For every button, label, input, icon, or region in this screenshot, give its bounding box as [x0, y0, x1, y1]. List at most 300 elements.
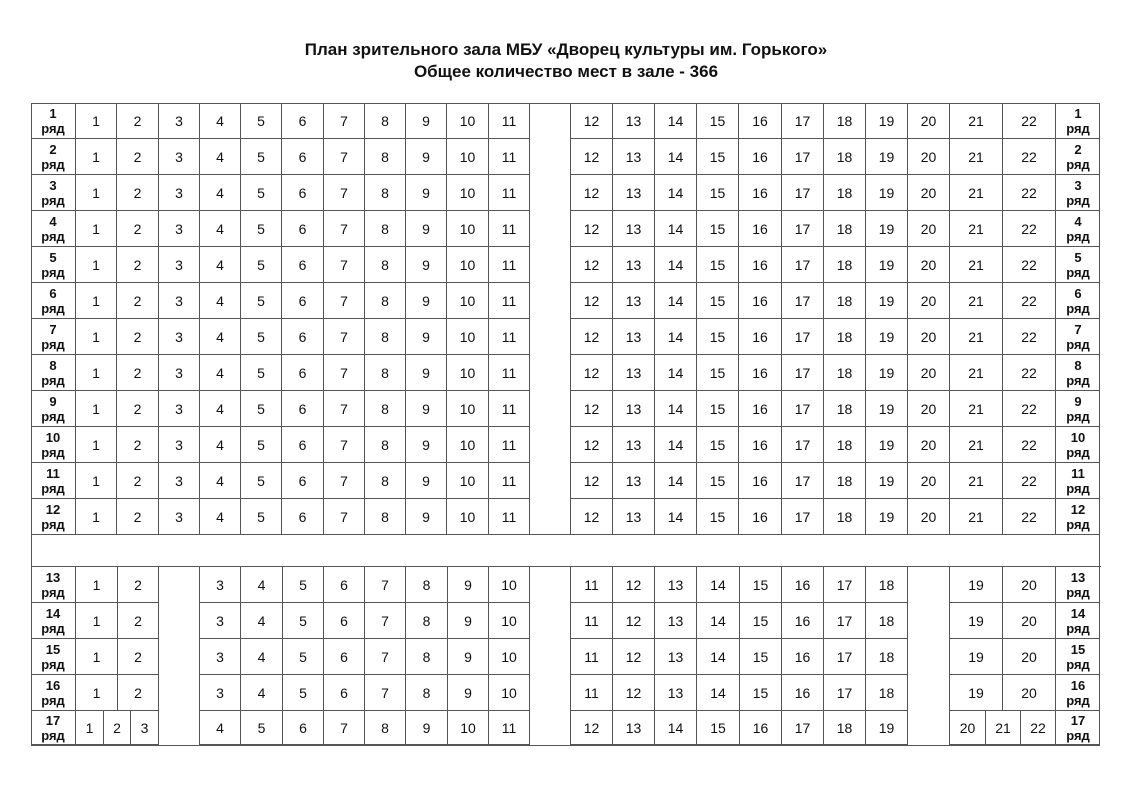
seat[interactable]: 8	[365, 283, 406, 319]
seat[interactable]: 4	[241, 675, 283, 711]
seat[interactable]: 22	[1003, 175, 1056, 211]
seat[interactable]: 12	[571, 711, 613, 745]
seat[interactable]: 14	[655, 711, 697, 745]
seat[interactable]: 19	[866, 139, 908, 175]
seat[interactable]: 8	[365, 391, 406, 427]
seat[interactable]: 20	[908, 139, 950, 175]
seat[interactable]: 2	[118, 567, 159, 603]
seat[interactable]: 8	[365, 247, 406, 283]
seat[interactable]: 15	[697, 319, 739, 355]
seat[interactable]: 14	[655, 283, 697, 319]
seat[interactable]: 10	[447, 139, 489, 175]
seat[interactable]: 11	[489, 211, 530, 247]
seat[interactable]: 13	[613, 319, 655, 355]
seat[interactable]: 14	[655, 427, 697, 463]
seat[interactable]: 15	[697, 427, 739, 463]
seat[interactable]: 17	[782, 427, 824, 463]
seat[interactable]: 6	[324, 567, 365, 603]
seat[interactable]: 5	[241, 211, 282, 247]
seat[interactable]: 3	[159, 319, 200, 355]
seat[interactable]: 21	[950, 283, 1003, 319]
seat[interactable]: 14	[655, 319, 697, 355]
seat[interactable]: 10	[447, 319, 489, 355]
seat[interactable]: 9	[406, 319, 447, 355]
seat[interactable]: 7	[324, 211, 365, 247]
seat[interactable]: 6	[282, 499, 324, 535]
seat[interactable]: 6	[282, 355, 324, 391]
seat[interactable]: 8	[406, 675, 448, 711]
seat[interactable]: 20	[1003, 675, 1056, 711]
seat[interactable]: 8	[365, 211, 406, 247]
seat[interactable]: 22	[1003, 427, 1056, 463]
seat[interactable]: 5	[283, 675, 324, 711]
seat[interactable]: 11	[489, 175, 530, 211]
seat[interactable]: 19	[866, 463, 908, 499]
seat[interactable]: 13	[613, 283, 655, 319]
seat[interactable]: 1	[76, 175, 117, 211]
seat[interactable]: 12	[571, 247, 613, 283]
seat[interactable]: 5	[241, 499, 282, 535]
seat[interactable]: 21	[950, 247, 1003, 283]
seat[interactable]: 13	[655, 603, 697, 639]
seat[interactable]: 4	[200, 391, 241, 427]
seat[interactable]: 1	[76, 211, 117, 247]
seat[interactable]: 22	[1003, 103, 1056, 139]
seat[interactable]: 7	[324, 355, 365, 391]
seat[interactable]: 12	[613, 675, 655, 711]
seat[interactable]: 14	[655, 391, 697, 427]
seat[interactable]: 5	[241, 247, 282, 283]
seat[interactable]: 6	[282, 427, 324, 463]
seat[interactable]: 8	[365, 499, 406, 535]
seat[interactable]: 9	[406, 463, 447, 499]
seat[interactable]: 13	[655, 675, 697, 711]
seat[interactable]: 7	[324, 319, 365, 355]
seat[interactable]: 7	[324, 139, 365, 175]
seat[interactable]: 22	[1003, 319, 1056, 355]
seat[interactable]: 19	[950, 675, 1003, 711]
seat[interactable]: 11	[489, 499, 530, 535]
seat[interactable]: 4	[200, 175, 241, 211]
seat[interactable]: 1	[76, 103, 117, 139]
seat[interactable]: 16	[739, 211, 782, 247]
seat[interactable]: 22	[1003, 247, 1056, 283]
seat[interactable]: 18	[824, 247, 866, 283]
seat[interactable]: 9	[406, 499, 447, 535]
seat[interactable]: 12	[571, 391, 613, 427]
seat[interactable]: 17	[782, 391, 824, 427]
seat[interactable]: 17	[782, 355, 824, 391]
seat[interactable]: 1	[76, 499, 117, 535]
seat[interactable]: 1	[76, 427, 117, 463]
seat[interactable]: 9	[406, 247, 447, 283]
seat[interactable]: 22	[1021, 711, 1056, 745]
seat[interactable]: 13	[613, 463, 655, 499]
seat[interactable]: 20	[908, 319, 950, 355]
seat[interactable]: 17	[824, 603, 866, 639]
seat[interactable]: 1	[76, 139, 117, 175]
seat[interactable]: 4	[200, 211, 241, 247]
seat[interactable]: 20	[908, 211, 950, 247]
seat[interactable]: 14	[697, 675, 740, 711]
seat[interactable]: 3	[159, 499, 200, 535]
seat[interactable]: 19	[950, 603, 1003, 639]
seat[interactable]: 11	[489, 319, 530, 355]
seat[interactable]: 6	[282, 463, 324, 499]
seat[interactable]: 4	[200, 139, 241, 175]
seat[interactable]: 4	[200, 103, 241, 139]
seat[interactable]: 19	[866, 499, 908, 535]
seat[interactable]: 6	[282, 103, 324, 139]
seat[interactable]: 18	[866, 603, 908, 639]
seat[interactable]: 12	[571, 463, 613, 499]
seat[interactable]: 14	[697, 639, 740, 675]
seat[interactable]: 14	[655, 247, 697, 283]
seat[interactable]: 16	[739, 175, 782, 211]
seat[interactable]: 14	[655, 103, 697, 139]
seat[interactable]: 16	[739, 355, 782, 391]
seat[interactable]: 9	[406, 139, 447, 175]
seat[interactable]: 3	[159, 391, 200, 427]
seat[interactable]: 1	[76, 247, 117, 283]
seat[interactable]: 18	[824, 391, 866, 427]
seat[interactable]: 1	[76, 463, 117, 499]
seat[interactable]: 4	[200, 247, 241, 283]
seat[interactable]: 13	[655, 567, 697, 603]
seat[interactable]: 5	[241, 463, 282, 499]
seat[interactable]: 5	[283, 603, 324, 639]
seat[interactable]: 15	[697, 499, 739, 535]
seat[interactable]: 16	[739, 103, 782, 139]
seat[interactable]: 6	[324, 675, 365, 711]
seat[interactable]: 16	[739, 247, 782, 283]
seat[interactable]: 11	[571, 639, 613, 675]
seat[interactable]: 6	[282, 211, 324, 247]
seat[interactable]: 10	[489, 567, 530, 603]
seat[interactable]: 17	[782, 211, 824, 247]
seat[interactable]: 12	[613, 639, 655, 675]
seat[interactable]: 21	[950, 139, 1003, 175]
seat[interactable]: 15	[740, 675, 782, 711]
seat[interactable]: 3	[200, 603, 241, 639]
seat[interactable]: 18	[824, 283, 866, 319]
seat[interactable]: 22	[1003, 139, 1056, 175]
seat[interactable]: 2	[118, 603, 159, 639]
seat[interactable]: 15	[697, 211, 739, 247]
seat[interactable]: 16	[739, 139, 782, 175]
seat[interactable]: 19	[950, 639, 1003, 675]
seat[interactable]: 15	[697, 711, 740, 745]
seat[interactable]: 5	[283, 639, 324, 675]
seat[interactable]: 4	[241, 639, 283, 675]
seat[interactable]: 4	[241, 567, 283, 603]
seat[interactable]: 11	[489, 355, 530, 391]
seat[interactable]: 3	[159, 427, 200, 463]
seat[interactable]: 9	[406, 211, 447, 247]
seat[interactable]: 14	[655, 139, 697, 175]
seat[interactable]: 10	[489, 675, 530, 711]
seat[interactable]: 10	[447, 463, 489, 499]
seat[interactable]: 14	[697, 603, 740, 639]
seat[interactable]: 13	[613, 391, 655, 427]
seat[interactable]: 14	[697, 567, 740, 603]
seat[interactable]: 21	[950, 391, 1003, 427]
seat[interactable]: 19	[866, 427, 908, 463]
seat[interactable]: 2	[117, 247, 159, 283]
seat[interactable]: 18	[866, 639, 908, 675]
seat[interactable]: 18	[824, 463, 866, 499]
seat[interactable]: 5	[241, 283, 282, 319]
seat[interactable]: 3	[159, 175, 200, 211]
seat[interactable]: 15	[740, 639, 782, 675]
seat[interactable]: 18	[824, 103, 866, 139]
seat[interactable]: 2	[117, 211, 159, 247]
seat[interactable]: 17	[782, 247, 824, 283]
seat[interactable]: 22	[1003, 355, 1056, 391]
seat[interactable]: 18	[824, 175, 866, 211]
seat[interactable]: 15	[740, 603, 782, 639]
seat[interactable]: 8	[406, 639, 448, 675]
seat[interactable]: 9	[406, 175, 447, 211]
seat[interactable]: 13	[613, 711, 655, 745]
seat[interactable]: 14	[655, 211, 697, 247]
seat[interactable]: 14	[655, 499, 697, 535]
seat[interactable]: 15	[697, 175, 739, 211]
seat[interactable]: 3	[159, 355, 200, 391]
seat[interactable]: 18	[824, 355, 866, 391]
seat[interactable]: 10	[447, 103, 489, 139]
seat[interactable]: 20	[1003, 567, 1056, 603]
seat[interactable]: 10	[447, 427, 489, 463]
seat[interactable]: 21	[950, 463, 1003, 499]
seat[interactable]: 7	[324, 463, 365, 499]
seat[interactable]: 5	[241, 103, 282, 139]
seat[interactable]: 10	[447, 247, 489, 283]
seat[interactable]: 16	[739, 319, 782, 355]
seat[interactable]: 11	[489, 427, 530, 463]
seat[interactable]: 21	[950, 499, 1003, 535]
seat[interactable]: 13	[655, 639, 697, 675]
seat[interactable]: 9	[406, 355, 447, 391]
seat[interactable]: 3	[159, 463, 200, 499]
seat[interactable]: 10	[447, 499, 489, 535]
seat[interactable]: 6	[324, 639, 365, 675]
seat[interactable]: 12	[571, 499, 613, 535]
seat[interactable]: 4	[241, 603, 283, 639]
seat[interactable]: 11	[489, 463, 530, 499]
seat[interactable]: 11	[489, 283, 530, 319]
seat[interactable]: 10	[447, 175, 489, 211]
seat[interactable]: 3	[159, 247, 200, 283]
seat[interactable]: 9	[406, 427, 447, 463]
seat[interactable]: 19	[866, 391, 908, 427]
seat[interactable]: 2	[117, 283, 159, 319]
seat[interactable]: 15	[697, 355, 739, 391]
seat[interactable]: 20	[908, 427, 950, 463]
seat[interactable]: 20	[908, 247, 950, 283]
seat[interactable]: 11	[489, 711, 530, 745]
seat[interactable]: 12	[613, 567, 655, 603]
seat[interactable]: 1	[76, 675, 118, 711]
seat[interactable]: 19	[866, 211, 908, 247]
seat[interactable]: 4	[200, 319, 241, 355]
seat[interactable]: 1	[76, 355, 117, 391]
seat[interactable]: 6	[282, 283, 324, 319]
seat[interactable]: 6	[282, 175, 324, 211]
seat[interactable]: 13	[613, 139, 655, 175]
seat[interactable]: 20	[950, 711, 986, 745]
seat[interactable]: 1	[76, 283, 117, 319]
seat[interactable]: 8	[365, 175, 406, 211]
seat[interactable]: 9	[448, 675, 489, 711]
seat[interactable]: 5	[241, 355, 282, 391]
seat[interactable]: 6	[283, 711, 324, 745]
seat[interactable]: 17	[782, 463, 824, 499]
seat[interactable]: 11	[571, 567, 613, 603]
seat[interactable]: 22	[1003, 211, 1056, 247]
seat[interactable]: 13	[613, 103, 655, 139]
seat[interactable]: 4	[200, 463, 241, 499]
seat[interactable]: 2	[117, 319, 159, 355]
seat[interactable]: 2	[118, 675, 159, 711]
seat[interactable]: 17	[782, 319, 824, 355]
seat[interactable]: 19	[866, 319, 908, 355]
seat[interactable]: 19	[866, 175, 908, 211]
seat[interactable]: 12	[571, 211, 613, 247]
seat[interactable]: 12	[571, 175, 613, 211]
seat[interactable]: 10	[447, 211, 489, 247]
seat[interactable]: 10	[448, 711, 489, 745]
seat[interactable]: 20	[908, 283, 950, 319]
seat[interactable]: 3	[159, 283, 200, 319]
seat[interactable]: 8	[406, 567, 448, 603]
seat[interactable]: 14	[655, 175, 697, 211]
seat[interactable]: 7	[365, 639, 406, 675]
seat[interactable]: 8	[365, 139, 406, 175]
seat[interactable]: 17	[782, 711, 824, 745]
seat[interactable]: 13	[613, 247, 655, 283]
seat[interactable]: 5	[241, 139, 282, 175]
seat[interactable]: 5	[241, 391, 282, 427]
seat[interactable]: 4	[200, 355, 241, 391]
seat[interactable]: 14	[655, 463, 697, 499]
seat[interactable]: 10	[489, 603, 530, 639]
seat[interactable]: 10	[447, 391, 489, 427]
seat[interactable]: 16	[739, 391, 782, 427]
seat[interactable]: 11	[489, 391, 530, 427]
seat[interactable]: 13	[613, 499, 655, 535]
seat[interactable]: 8	[365, 319, 406, 355]
seat[interactable]: 12	[571, 427, 613, 463]
seat[interactable]: 7	[365, 567, 406, 603]
seat[interactable]: 5	[241, 711, 283, 745]
seat[interactable]: 9	[406, 103, 447, 139]
seat[interactable]: 10	[447, 355, 489, 391]
seat[interactable]: 20	[908, 175, 950, 211]
seat[interactable]: 15	[697, 463, 739, 499]
seat[interactable]: 5	[283, 567, 324, 603]
seat[interactable]: 18	[824, 427, 866, 463]
seat[interactable]: 16	[740, 711, 782, 745]
seat[interactable]: 11	[489, 139, 530, 175]
seat[interactable]: 11	[571, 675, 613, 711]
seat[interactable]: 9	[448, 603, 489, 639]
seat[interactable]: 6	[282, 139, 324, 175]
seat[interactable]: 15	[697, 391, 739, 427]
seat[interactable]: 18	[824, 319, 866, 355]
seat[interactable]: 3	[159, 211, 200, 247]
seat[interactable]: 20	[908, 391, 950, 427]
seat[interactable]: 2	[117, 103, 159, 139]
seat[interactable]: 19	[866, 283, 908, 319]
seat[interactable]: 5	[241, 319, 282, 355]
seat[interactable]: 9	[406, 391, 447, 427]
seat[interactable]: 21	[986, 711, 1021, 745]
seat[interactable]: 21	[950, 103, 1003, 139]
seat[interactable]: 16	[739, 463, 782, 499]
seat[interactable]: 3	[200, 639, 241, 675]
seat[interactable]: 11	[489, 247, 530, 283]
seat[interactable]: 2	[118, 639, 159, 675]
seat[interactable]: 16	[739, 427, 782, 463]
seat[interactable]: 11	[571, 603, 613, 639]
seat[interactable]: 8	[406, 603, 448, 639]
seat[interactable]: 1	[76, 319, 117, 355]
seat[interactable]: 18	[866, 567, 908, 603]
seat[interactable]: 8	[365, 427, 406, 463]
seat[interactable]: 17	[824, 567, 866, 603]
seat[interactable]: 12	[571, 283, 613, 319]
seat[interactable]: 7	[365, 675, 406, 711]
seat[interactable]: 12	[571, 355, 613, 391]
seat[interactable]: 1	[76, 711, 104, 745]
seat[interactable]: 3	[131, 711, 159, 745]
seat[interactable]: 2	[104, 711, 131, 745]
seat[interactable]: 12	[613, 603, 655, 639]
seat[interactable]: 1	[76, 603, 118, 639]
seat[interactable]: 17	[782, 499, 824, 535]
seat[interactable]: 8	[365, 463, 406, 499]
seat[interactable]: 19	[866, 355, 908, 391]
seat[interactable]: 19	[866, 711, 908, 745]
seat[interactable]: 7	[324, 103, 365, 139]
seat[interactable]: 12	[571, 103, 613, 139]
seat[interactable]: 7	[324, 391, 365, 427]
seat[interactable]: 20	[1003, 603, 1056, 639]
seat[interactable]: 7	[365, 603, 406, 639]
seat[interactable]: 16	[739, 499, 782, 535]
seat[interactable]: 3	[200, 675, 241, 711]
seat[interactable]: 7	[324, 499, 365, 535]
seat[interactable]: 17	[782, 283, 824, 319]
seat[interactable]: 20	[908, 355, 950, 391]
seat[interactable]: 4	[200, 283, 241, 319]
seat[interactable]: 10	[447, 283, 489, 319]
seat[interactable]: 19	[866, 103, 908, 139]
seat[interactable]: 3	[159, 103, 200, 139]
seat[interactable]: 6	[324, 603, 365, 639]
seat[interactable]: 4	[200, 499, 241, 535]
seat[interactable]: 7	[324, 283, 365, 319]
seat[interactable]: 15	[697, 139, 739, 175]
seat[interactable]: 16	[782, 603, 824, 639]
seat[interactable]: 14	[655, 355, 697, 391]
seat[interactable]: 6	[282, 319, 324, 355]
seat[interactable]: 20	[908, 499, 950, 535]
seat[interactable]: 17	[824, 675, 866, 711]
seat[interactable]: 21	[950, 355, 1003, 391]
seat[interactable]: 1	[76, 639, 118, 675]
